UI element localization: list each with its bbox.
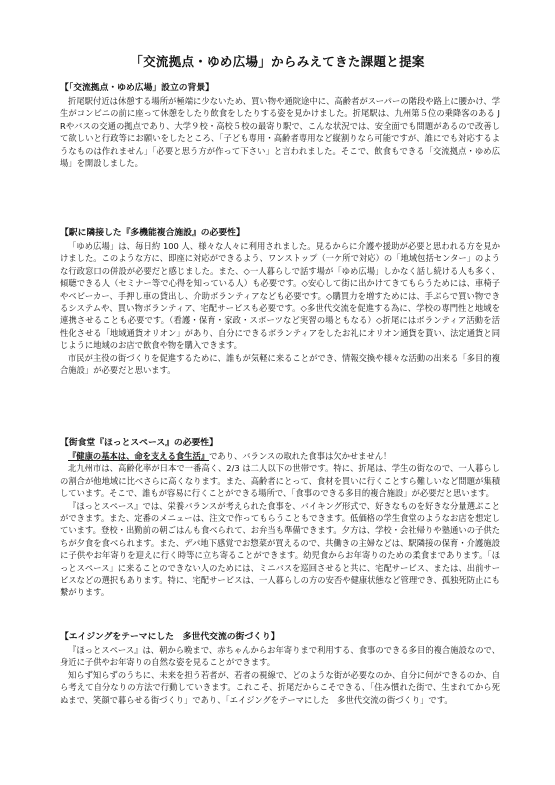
section-paragraph: 北九州市は、高齢化率が日本で一番高く、2/3 は二人以下の世帯です。特に、折尾は、学生の街なので、一人暮らしの割合が他地域に比べさらに高くなります。また、高齢者にとって、食材を買いに行くことすら難しいなど問題が集積しています。そこで、誰もが容易に行くことができる場所で、「食事のできる多目的複合施設」が必要だと思います。 <box>60 463 500 499</box>
lead-continuation: であり、バランスの取れた食事は欠かせません！ <box>209 451 392 461</box>
section-paragraph: 折尾駅付近は休憩する場所が極端に少ないため、買い物や通院途中に、高齢者がスーパーの階段や路上に腰かけ、学生がコンビニの前に座って休憩をしたり飲食をしたりする姿を見かけました。折尾駅は、九州第５位の乗降客のある J Rやバスの交通の拠点であり、大学９校・高校５校の最寄り駅で、こんな状況では、安全面でも問題があるので改善して欲しいと行政等にお願いをしたところ、「子ども専用・高齢者専用など縦割りなら可能ですが、誰にでも対応するようなものは作れません」「必要と思う方が作って下さい」と言われました。そこで、飲食もできる「交流拠点・ゆめ広場」を開設しました。 <box>60 96 500 169</box>
section-heading: 【街食堂『ほっとスペース』の必要性】 <box>60 438 218 448</box>
page-title: 「交流拠点・ゆめ広場」からみえてきた課題と提案 <box>130 54 425 69</box>
section-hot-space <box>60 437 500 599</box>
lead-phrase: 『健康の基本は、命を支える食生活』 <box>68 451 210 461</box>
section-paragraph: 『ほっとスペース』では、栄養バランスが考えられた食事を、バイキング形式で、好きなものを好きな分量選ぶことができます。また、定番のメニューは、注文で作ってもらうこともできます。低価格の学生食堂のようなお店を想定しています。登校・出勤前の朝ごはんも食べられて、お弁当も準備できます。夕方は、学校・会社帰りや塾通いの子供たちが夕食を食べられます。また、デパ地下感覚でお惣菜が買えるので、共働きの主婦などは、駅隣接の保育・介護施設に子供やお年寄りを迎えに行く時等に立ち寄ることができます。幼児食からお年寄りのための柔食まであります。「ほっとスペース」に来ることのできない人のためには、ミニバスを巡回させると共に、宅配サービス、または、出前サービスなどの選択もあります。特に、宅配サービスは、一人暮らしの方の安否や健康状態など管理でき、孤独死防止にも繋がります。 <box>60 500 500 598</box>
section-background <box>60 82 500 169</box>
section-heading: 【エイジングをテーマにした 多世代交流の街づくり】 <box>60 632 280 642</box>
section-multifunction-facility <box>60 227 500 376</box>
section-paragraph: 『ほっとスペース』は、朝から晩まで、赤ちゃんからお年寄りまで利用する、食事のできる多目的複合施設なので、身近に子供やお年寄りの自然な姿を見ることができます。 <box>60 645 500 668</box>
section-heading: 【「交流拠点・ゆめ広場」設立の背景】 <box>60 83 214 93</box>
section-multigenerational-town <box>60 631 500 706</box>
section-heading: 【駅に隣接した『多機能複合施設』の必要性】 <box>60 228 245 238</box>
section-paragraph: 「ゆめ広場」は、毎日約 100 人、様々な人々に利用されました。見るからに介護や援助が必要と思われる方を見かけました。このような方に、即座に対応ができるよう、ワンストップ（一ケ所で対応）の「地域包括センター」のような行政窓口の併設が必要だと感じました。また、◇一人暮らしで話す場が「ゆめ広場」しかなく話し続ける人も多く、傾聴できる人（セミナー等で心得を知っている人）も必要です。◇安心して街に出かけてきてもらうためには、車椅子やベビーカー、手押し車の貸出し、介助ボランティアなども必要です。◇購買力を増すためには、手ぶらで買い物できるシステムや、買い物ボランティア、宅配サービスも必要です。◇多世代交流を促進する為に、学校の専門性と地域を連携させることも必要です。（看護・保育・家政・スポーツなど実習の場ともなる）◇折尾にはボランティア活動を活性化させる「地域通貨オリオン」があり、自分にできるボランティアをしたお礼にオリオン通貨を貰い、法定通貨と同じように地域のお店で飲食や物を購入できます。 <box>60 241 500 351</box>
section-paragraph: 知らず知らずのうちに、未来を担う若者が、若者の視線で、どのような街が必要なのか、自分に何ができるのか、自ら考えて自分なりの方法で行動していきます。これこそ、折尾だからこそできる、「住み慣れた街で、生まれてから死ぬまで、笑顔で暮らせる街づくり」であり、「エイジングをテーマにした 多世代交流の街づくり」です。 <box>60 669 500 705</box>
section-paragraph: 市民が主役の街づくりを促進するために、誰もが気軽に来ることができ、情報交換や様々な活動の出来る「多目的複合施設」が必要だと思います。 <box>60 352 500 376</box>
section-paragraph <box>60 450 500 462</box>
